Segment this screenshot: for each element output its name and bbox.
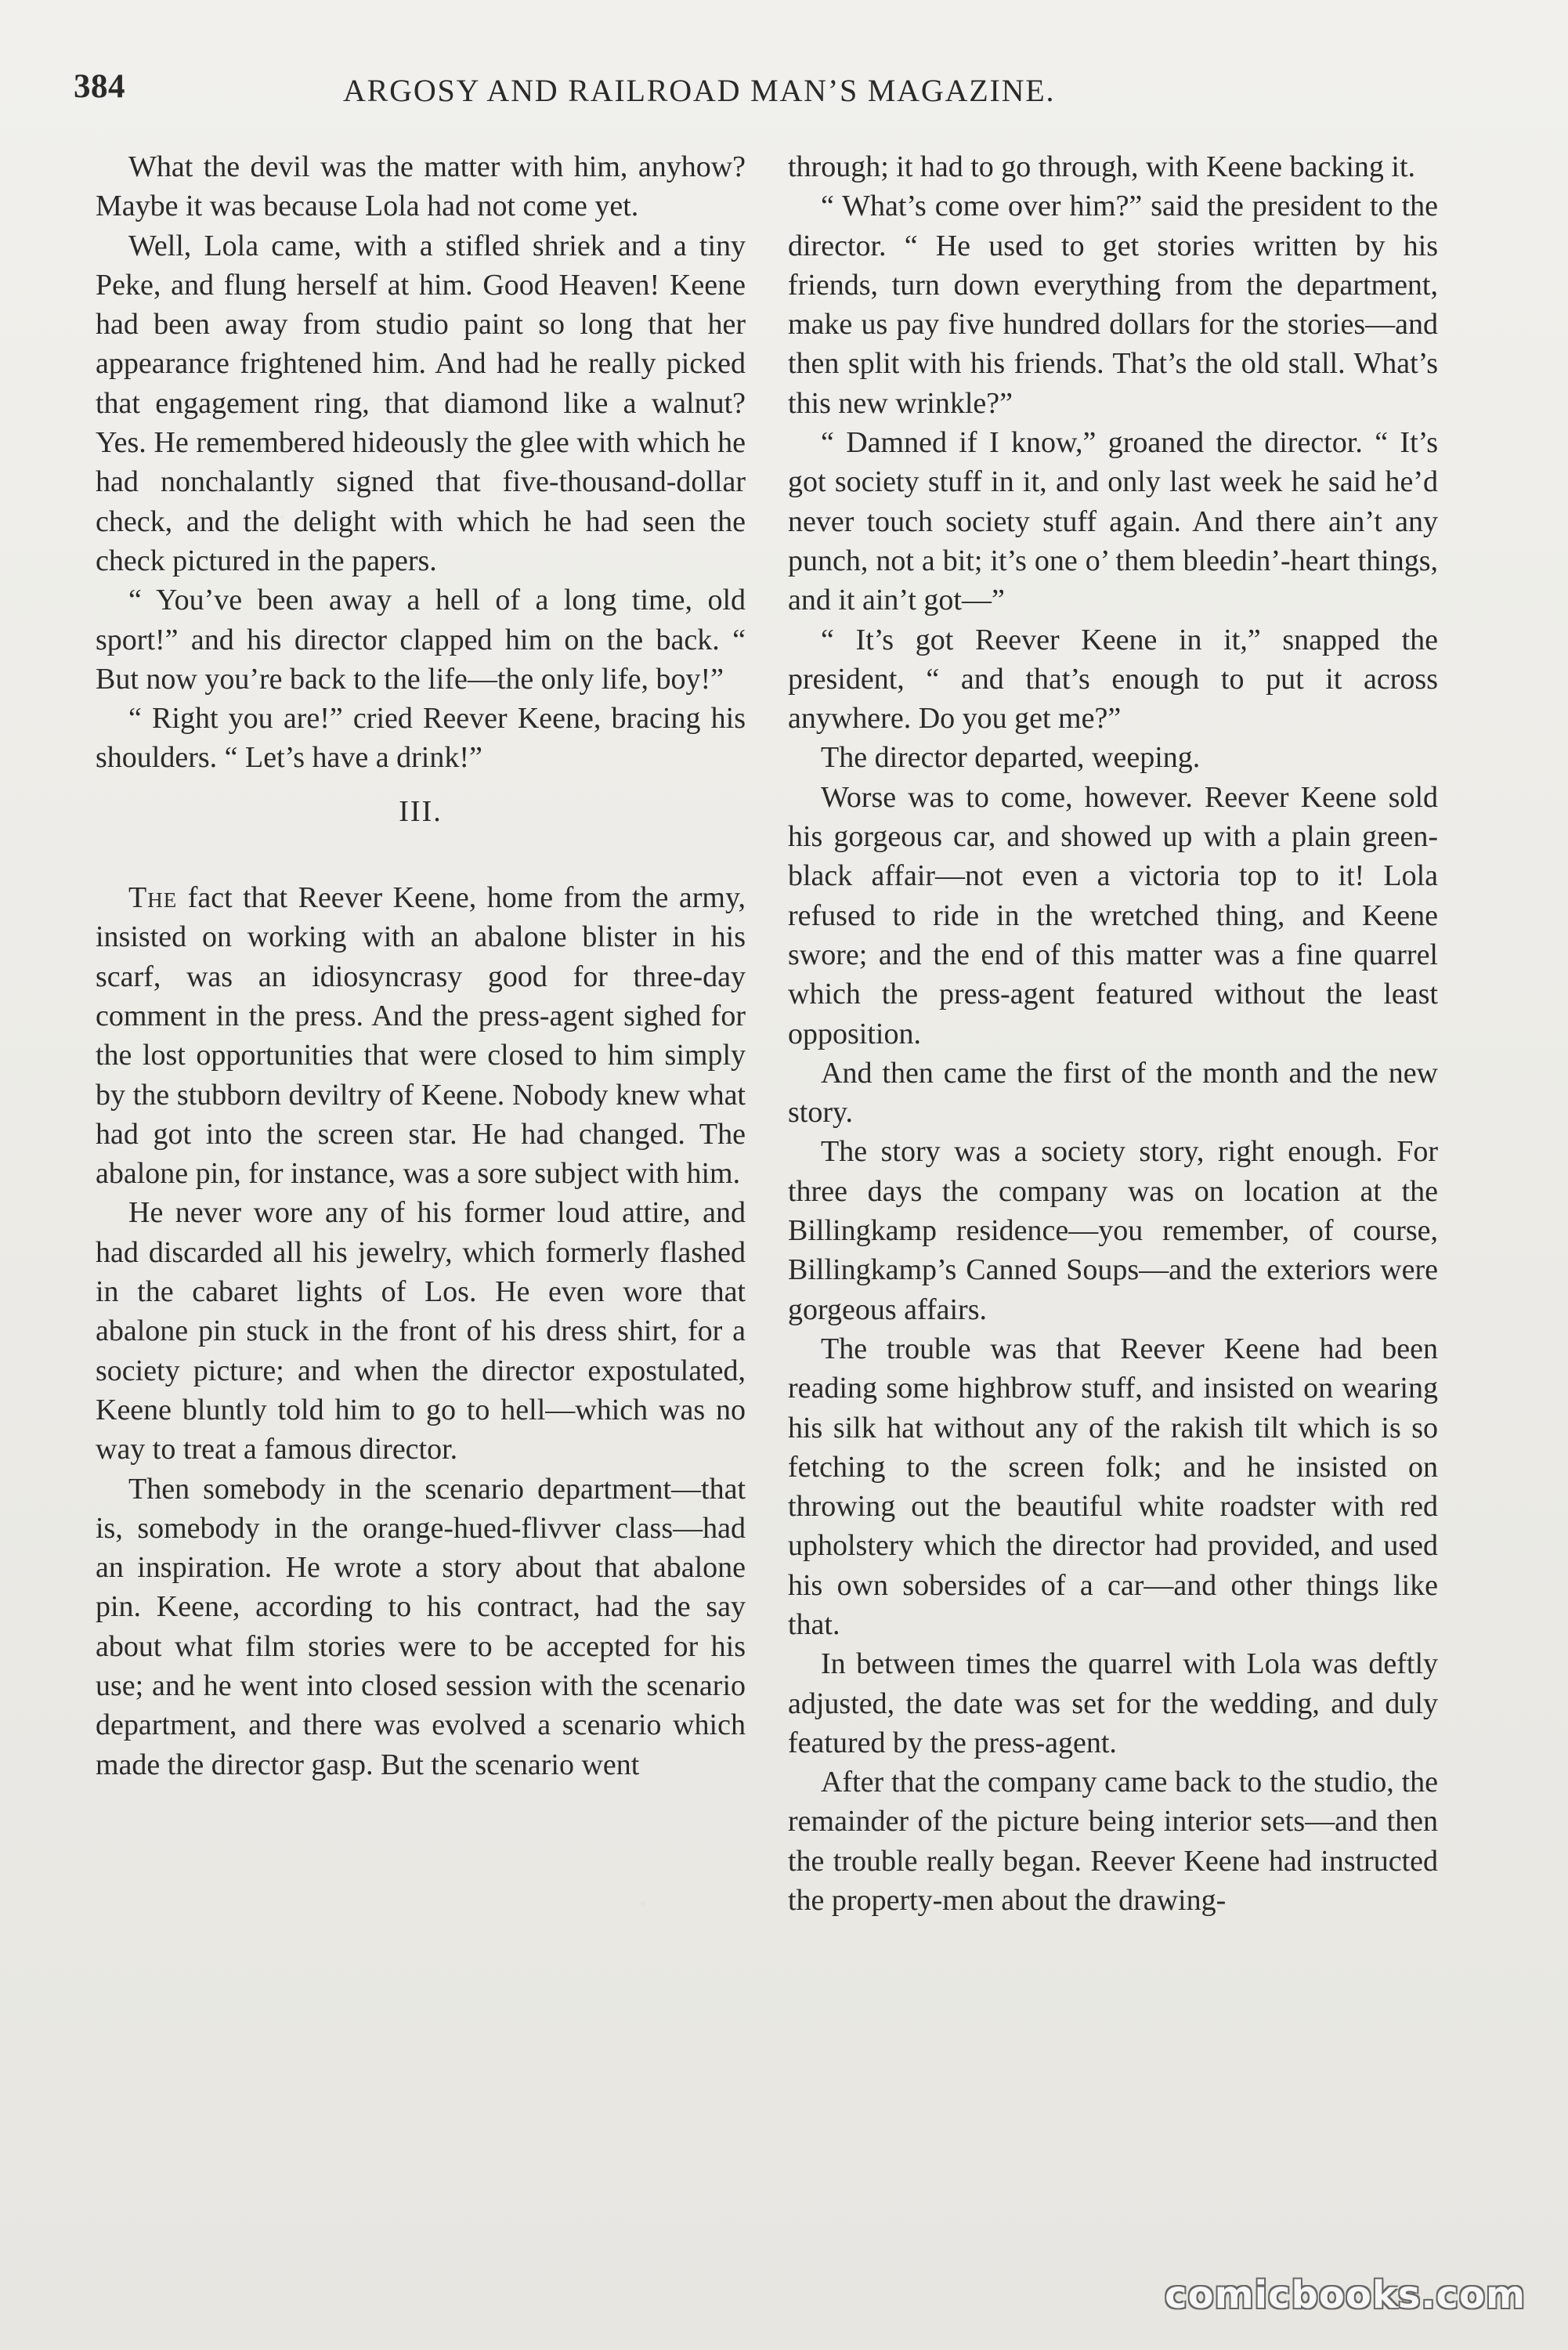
left-paragraph-7: Then somebody in the scenario department—that is, somebody in the orange-hued-flivver class—had an inspiration. He wrote a story about that abalone pin. Keene, according to his contract, had the say about what film stories were to be accepted for his use; and he went into closed session with the scenario department, and there was evolved a scenario which made the director gasp. But the scenario went	[96, 1472, 746, 1781]
section-heading: III.	[399, 794, 443, 828]
right-paragraph-4: “ It’s got Reever Keene in it,” snapped the president, “ and that’s enough to put it across anywhere. Do you get me?”	[788, 623, 1438, 736]
right-text-column	[788, 147, 1438, 1920]
right-paragraph-2: “ What’s come over him?” said the president to the director. “ He used to get stories written by his friends, turn down everything from the department, make us pay five hundred dollars for the stories—and then split with his friends. That’s the old stall. What’s this new wrinkle?”	[788, 190, 1438, 420]
right-paragraph-11: After that the company came back to the studio, the remainder of the picture being interior sets—and then the trouble really began. Reever Keene had instructed the property-men about the drawing-	[788, 1766, 1438, 1918]
right-paragraph-7: And then came the first of the month and the new story.	[788, 1056, 1438, 1130]
page-header	[74, 64, 1476, 119]
left-paragraph-1: What the devil was the matter with him, anyhow? Maybe it was because Lola had not come yet.	[96, 150, 746, 223]
right-paragraph-6: Worse was to come, however. Reever Keene sold his gorgeous car, and showed up with a plain green-black affair—not even a victoria top to it! Lola refused to ride in the wretched thing, and Keene swore; and the end of this matter was a fine quarrel which the press-agent featured without the least opposition.	[788, 780, 1438, 1050]
right-paragraph-5: The director departed, weeping.	[821, 741, 1201, 775]
left-paragraph-2: Well, Lola came, with a stifled shriek and a tiny Peke, and flung herself at him. Good Heaven! Keene had been away from studio paint so long that her appearance frightened him. And had he really picked that engagement ring, that diamond like a walnut? Yes. He remembered hideously the glee with which he had nonchalantly signed that five-thousand-dollar check, and the delight with which he had seen the check pictured in the papers.	[96, 229, 746, 577]
right-paragraph-10: In between times the quarrel with Lola was deftly adjusted, the date was set for the wedding, and duly featured by the press-agent.	[788, 1647, 1438, 1759]
left-paragraph-6: He never wore any of his former loud attire, and had discarded all his jewelry, which formerly flashed in the cabaret lights of Los. He even wore that abalone pin stuck in the front of his dress shirt, for a society picture; and when the director expostulated, Keene bluntly told him to go to hell—which was no way to treat a famous director.	[96, 1196, 746, 1466]
left-paragraph-5	[96, 878, 746, 1193]
left-paragraph-3: “ You’ve been away a hell of a long time, old sport!” and his director clapped him on the back. “ But now you’re back to the life—the only life, boy!”	[96, 584, 746, 696]
right-paragraph-9: The trouble was that Reever Keene had been reading some highbrow stuff, and insisted on wearing his silk hat without any of the rakish tilt which is so fetching to the screen folk; and he insisted on throwing out the beautiful white roadster with red upholstery which the director had provided, and used his own sobersides of a car—and other things like that.	[788, 1332, 1438, 1641]
right-paragraph-1: through; it had to go through, with Keene backing it.	[788, 150, 1416, 183]
page-number: 384	[74, 68, 125, 105]
right-paragraph-3: “ Damned if I know,” groaned the director. “ It’s got society stuff in it, and only last week he said he’d never touch society stuff again. And there ain’t any punch, not a bit; it’s one o’ them bleedin’-heart things, and it ain’t got—”	[788, 426, 1438, 617]
site-watermark: comicbooks.com	[1165, 2273, 1526, 2317]
right-paragraph-8: The story was a society story, right enough. For three days the company was on location at the Billingkamp residence—you remember, of course, Billingkamp’s Canned Soups—and the exteriors were gorgeous affairs.	[788, 1135, 1438, 1326]
left-text-column	[96, 147, 746, 1784]
running-head: ARGOSY AND RAILROAD MAN’S MAGAZINE.	[343, 73, 1056, 108]
dropcap-word: The	[128, 881, 178, 915]
left-paragraph-5-text: fact that Reever Keene, home from the army, insisted on working with an abalone blister in his scarf, was an idiosyncrasy good for three-day comment in the press. And the press-agent sighed for the lost opportunities that were closed to him simply by the stubborn deviltry of Keene. Nobody knew what had got into the screen star. He had changed. The abalone pin, for instance, was a sore subject with him.	[96, 881, 746, 1191]
left-paragraph-4: “ Right you are!” cried Reever Keene, bracing his shoulders. “ Let’s have a drink!”	[96, 702, 746, 775]
